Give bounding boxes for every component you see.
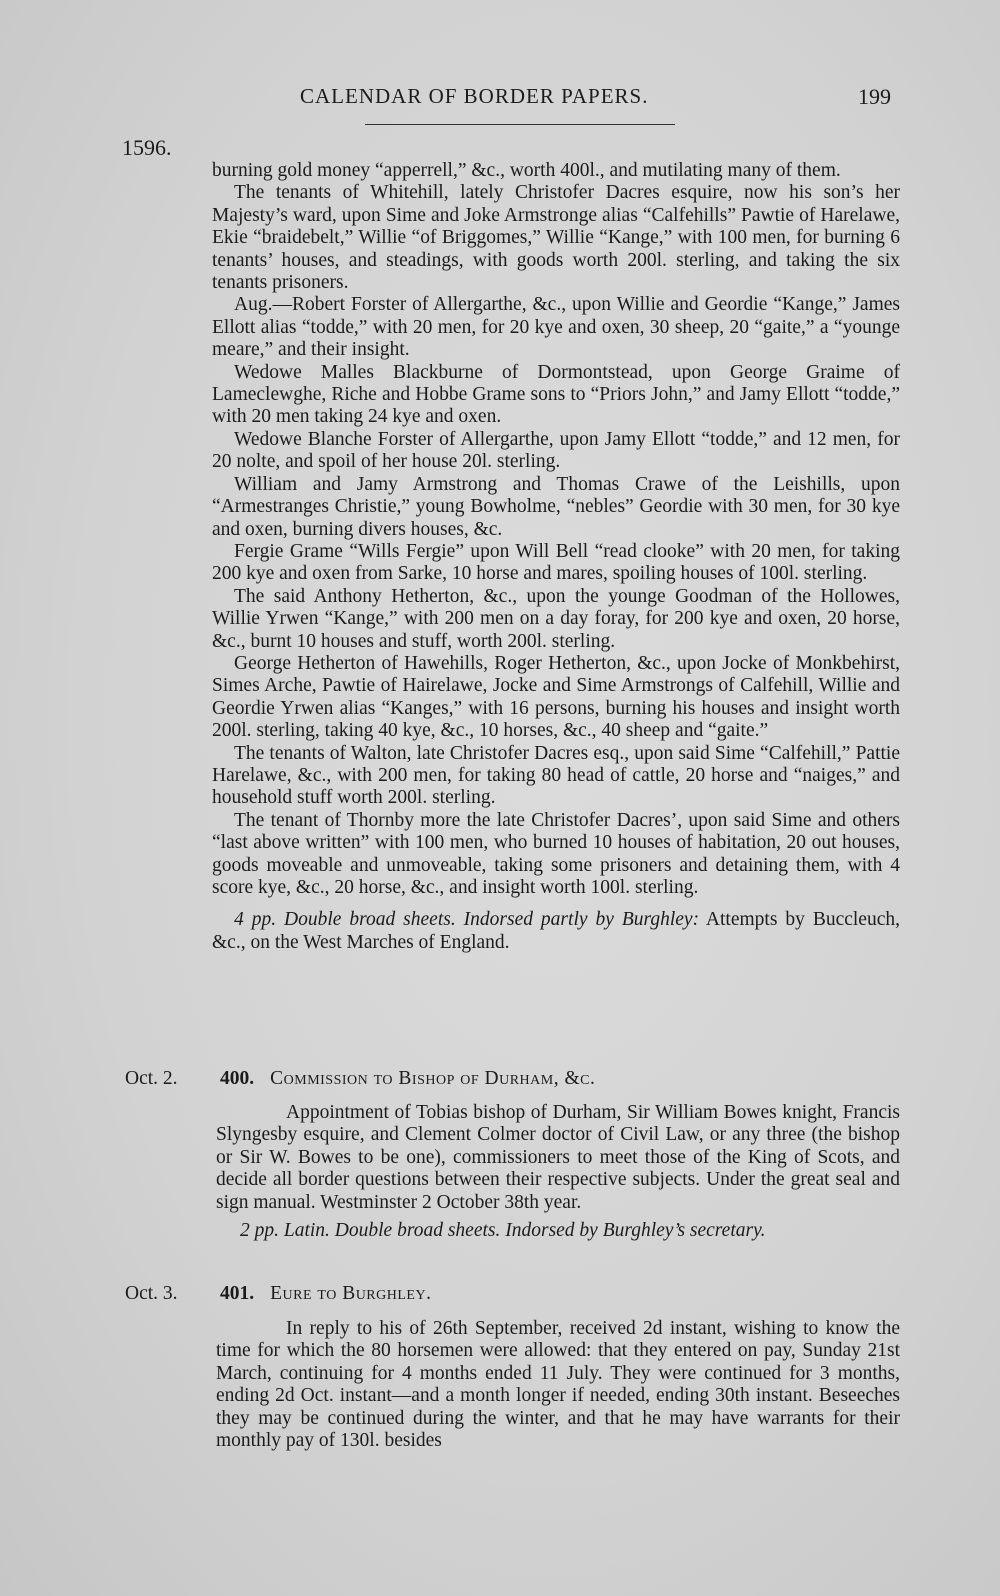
entry-text: In reply to his of 26th September, received 2d instant, wishing to know the time for which the 80 horsemen were allowed: that they entered on pay, Sunday 21st March, continuing for 4 months ended 11 July. They were continued for 3 months, ending 2d Oct. instant—and a month longer if needed, ending 30th instant. Beseeches they may be continued during the winter, and that he may have warrants for their monthly pay of 130l. besides xyxy=(216,1318,900,1452)
paragraph: The said Anthony Hetherton, &c., upon the younge Goodman of the Hollowes, Willie Yrwen “Kange,” with 200 men on a day foray, for 200 kye and oxen, 20 horse, &c., burnt 10 houses and stuff, worth 200l. sterling. xyxy=(212,585,900,652)
paragraph: The tenant of Thornby more the late Christofer Dacres’, upon said Sime and others “last above written” with 100 men, who burned 10 houses of habitation, 20 out houses, goods moveable and unmoveable, taking some prisoners and detaining them, with 4 score kye, &c., 20 horse, &c., and insight worth 100l. sterling. xyxy=(212,809,900,898)
paragraph: The tenants of Whitehill, lately Christofer Dacres esquire, now his son’s her Majesty’s ward, upon Sime and Joke Armstronge alias “Calfehills” Pawtie of Harelawe, Ekie “braidebelt,” Willie “of Briggomes,” Willie “Kange,” with 100 men, for burning 6 tenants’ houses, and steadings, with goods worth 200l. sterling, and taking the six tenants prisoners. xyxy=(212,182,900,294)
page-number: 199 xyxy=(858,84,891,109)
endorsement-italic: 4 pp. Double broad sheets. Indorsed partly by Burghley: xyxy=(234,909,700,931)
entry-number: 401. xyxy=(220,1283,255,1304)
entry-body xyxy=(216,1102,900,1242)
entry-heading xyxy=(220,1068,595,1090)
entry-date: Oct. 2. xyxy=(125,1068,178,1089)
header-rule xyxy=(365,124,675,125)
paragraph: Wedowe Malles Blackburne of Dormontstead, upon George Graime of Lameclewghe, Riche and Hobbe Grame sons to “Priors John,” and Jamy Ellott “todde,” with 20 men taking 24 kye and oxen. xyxy=(212,361,900,428)
endorsement-note xyxy=(212,909,900,954)
entry-heading xyxy=(220,1283,431,1305)
running-title: CALENDAR OF BORDER PAPERS. xyxy=(300,84,649,108)
continuation-text xyxy=(212,160,900,954)
paragraph: Fergie Grame “Wills Fergie” upon Will Bell “read clooke” with 20 men, for taking 200 kye and oxen from Sarke, 10 horse and mares, spoiling houses of 100l. sterling. xyxy=(212,540,900,585)
entry-body xyxy=(216,1318,900,1452)
endorsement-plain: Attempts by Buccleuch, &c., on the West Marches of England. xyxy=(212,909,900,953)
paragraph: The tenants of Walton, late Christofer Dacres esq., upon said Sime “Calfehill,” Pattie Harelawe, &c., with 200 men, for taking 80 head of cattle, 20 horse and “naiges,” and household stuff worth 200l. sterling. xyxy=(212,742,900,809)
paragraph: Wedowe Blanche Forster of Allergarthe, upon Jamy Ellott “todde,” and 12 men, for 20 nolte, and spoil of her house 20l. sterling. xyxy=(212,428,900,473)
entry-number: 400. xyxy=(220,1068,255,1089)
paragraph: George Hetherton of Hawehills, Roger Hetherton, &c., upon Jocke of Monkbehirst, Simes Arche, Pawtie of Hairelawe, Jocke and Sime Armstrongs of Calfehill, Willie and Geordie Yrwen alias “Kanges,” with 16 persons, burning his houses and insight worth 200l. sterling, taking 40 kye, &c., 10 horses, &c., 40 sheep and “gaite.” xyxy=(212,652,900,742)
paragraph: burning gold money “apperrell,” &c., worth 400l., and mutilating many of them. xyxy=(212,160,841,181)
entry-endorsement-text: 2 pp. Latin. Double broad sheets. Indorsed by Burghley’s secretary. xyxy=(240,1220,766,1242)
entry-text: Appointment of Tobias bishop of Durham, Sir William Bowes knight, Francis Slyngesby esquire, and Clement Colmer doctor of Civil Law, or any three (the bishop or Sir W. Bowes to be one), commissioners to meet those of the King of Scots, and decide all border questions between their respective subjects. Under the great seal and sign manual. Westminster 2 October 38th year. xyxy=(216,1102,900,1213)
entry-title: Eure to Burghley. xyxy=(270,1283,432,1304)
entry-title: Commission to Bishop of Durham, &c. xyxy=(270,1068,596,1089)
entry-endorsement xyxy=(216,1220,900,1242)
paragraph: Aug.—Robert Forster of Allergarthe, &c., upon Willie and Geordie “Kange,” James Ellott alias “todde,” with 20 men, for 20 kye and oxen, 30 sheep, 20 “gaite,” a “younge meare,” and their insight. xyxy=(212,294,900,361)
paragraph: William and Jamy Armstrong and Thomas Crawe of the Leishills, upon “Armestranges Christie,” young Bowholme, “nebles” Geordie with 30 men, for 30 kye and oxen, burning divers houses, &c. xyxy=(212,473,900,540)
entry-date: Oct. 3. xyxy=(125,1283,178,1304)
year-label: 1596. xyxy=(122,135,172,160)
